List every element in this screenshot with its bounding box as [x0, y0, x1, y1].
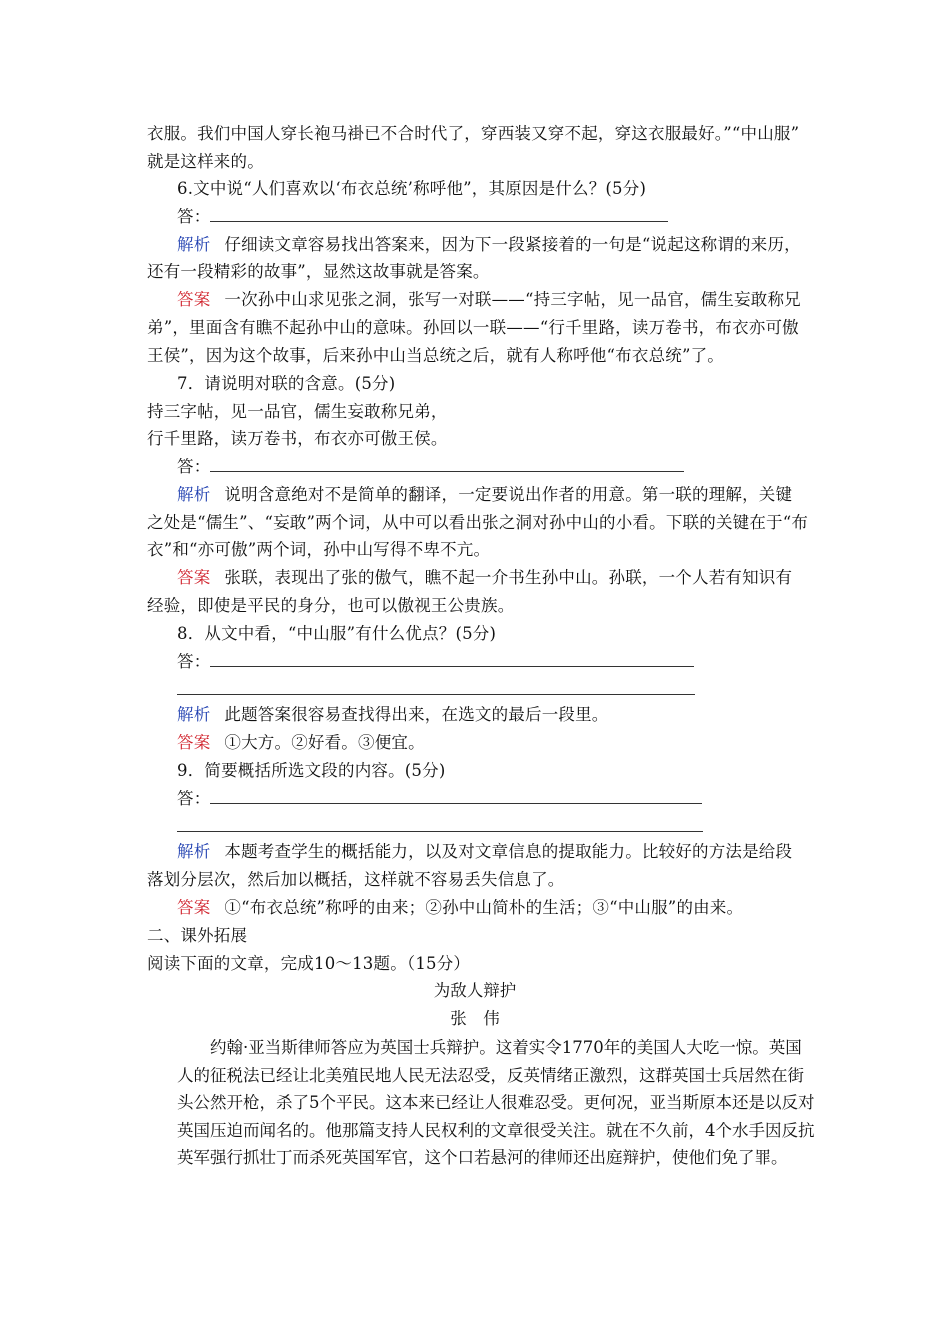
answer-text: 张联，表现出了张的傲气，瞧不起一介书生孙中山。孙联，一个人若有知识有 — [224, 568, 793, 587]
analysis-8 — [177, 704, 847, 726]
text-line: 衣服。我们中国人穿长袍马褂已不合时代了，穿西装又穿不起，穿这衣服最好。”“中山服” — [147, 124, 800, 143]
answer-blank — [210, 457, 684, 472]
answer-text: ①“布衣总统”称呼的由来；②孙中山简朴的生活；③“中山服”的由来。 — [224, 898, 744, 917]
answer-key-label: 答案 — [177, 733, 211, 752]
answer-blank-line — [177, 694, 695, 695]
answer-key-label: 答案 — [177, 568, 211, 587]
answer-key-label: 答案 — [177, 290, 211, 309]
answer-label: 答： — [177, 652, 211, 671]
text-line: 还有一段精彩的故事”，显然这故事就是答案。 — [147, 262, 490, 281]
text-line: 王侯”，因为这个故事，后来孙中山当总统之后，就有人称呼他“布衣总统”了。 — [147, 346, 725, 365]
answer-7 — [177, 567, 847, 589]
answer-8 — [177, 732, 847, 754]
question-7: 7．请说明对联的含意。(5分) — [177, 374, 396, 393]
section-heading: 二、课外拓展 — [147, 926, 248, 945]
analysis-label: 解析 — [177, 235, 211, 254]
answer-line-7 — [177, 456, 847, 478]
analysis-text: 说明含意绝对不是简单的翻译，一定要说出作者的用意。第一联的理解，关键 — [224, 485, 793, 504]
analysis-text: 仔细读文章容易找出答案来，因为下一段紧接着的一句是“说起这称谓的来历， — [224, 235, 801, 254]
answer-label: 答： — [177, 789, 211, 808]
analysis-label: 解析 — [177, 485, 211, 504]
answer-label: 答： — [177, 457, 211, 476]
text-line: 落划分层次，然后加以概括，这样就不容易丢失信息了。 — [147, 870, 565, 889]
couplet-line-2: 行千里路，读万卷书，布衣亦可傲王侯。 — [147, 429, 448, 448]
instruction: 阅读下面的文章，完成10～13题。（15分） — [147, 954, 471, 973]
question-6: 6.文中说“人们喜欢以‘布衣总统’称呼他”，其原因是什么？(5分) — [177, 179, 647, 198]
answer-blank — [210, 652, 694, 667]
answer-text: 一次孙中山求见张之洞，张写一对联——“持三字帖，见一品官，儒生妄敢称兄 — [224, 290, 801, 309]
answer-label: 答： — [177, 207, 211, 226]
answer-9 — [177, 897, 847, 919]
answer-blank-line — [177, 831, 703, 832]
analysis-6 — [177, 234, 847, 256]
answer-6 — [177, 289, 847, 311]
answer-line-9 — [177, 788, 847, 810]
answer-line-8 — [177, 651, 847, 673]
text-line: 弟”，里面含有瞧不起孙中山的意味。孙回以一联——“行千里路，读万卷书，布衣亦可傲 — [147, 318, 799, 337]
answer-line-6 — [177, 206, 847, 228]
question-8: 8．从文中看，“中山服”有什么优点？(5分) — [177, 624, 497, 643]
analysis-text: 本题考查学生的概括能力，以及对文章信息的提取能力。比较好的方法是给段 — [224, 842, 793, 861]
analysis-text: 此题答案很容易查找得出来，在选文的最后一段里。 — [224, 705, 609, 724]
answer-text: ①大方。②好看。③便宜。 — [224, 733, 425, 752]
analysis-7 — [177, 484, 847, 506]
analysis-9 — [177, 841, 847, 863]
text-line: 就是这样来的。 — [147, 152, 264, 171]
answer-blank — [210, 207, 668, 222]
question-9: 9．简要概括所选文段的内容。(5分) — [177, 761, 446, 780]
couplet-line-1: 持三字帖，见一品官，儒生妄敢称兄弟， — [147, 402, 448, 421]
article-title: 为敌人辩护 — [433, 981, 517, 1000]
analysis-label: 解析 — [177, 842, 211, 861]
article-paragraph: 约翰·亚当斯律师答应为英国士兵辩护。这着实令1770年的美国人大吃一惊。英国人的征税法已经让北美殖民地人民无法忍受，反英情绪正激烈，这群英国士兵居然在街头公然开枪，杀了5个平民。这本来已经让人很难忍受。更何况，亚当斯原本还是以反对英国压迫而闻名的。他那篇支持人民权利的文章很受关注。就在不久前，4个水手因反抗英军强行抓壮丁而杀死英国军官，这个口若悬河的律师还出庭辩护，使他们免了罪。 — [177, 1038, 815, 1167]
analysis-label: 解析 — [177, 705, 211, 724]
text-line: 衣”和“亦可傲”两个词，孙中山写得不卑不亢。 — [147, 540, 491, 559]
article-author: 张 伟 — [450, 1009, 500, 1028]
text-line: 之处是“儒生”、“妄敢”两个词，从中可以看出张之洞对孙中山的小看。下联的关键在于“布 — [147, 513, 809, 532]
answer-blank — [210, 789, 702, 804]
answer-key-label: 答案 — [177, 898, 211, 917]
text-line: 经验，即使是平民的身分，也可以傲视王公贵族。 — [147, 596, 515, 615]
